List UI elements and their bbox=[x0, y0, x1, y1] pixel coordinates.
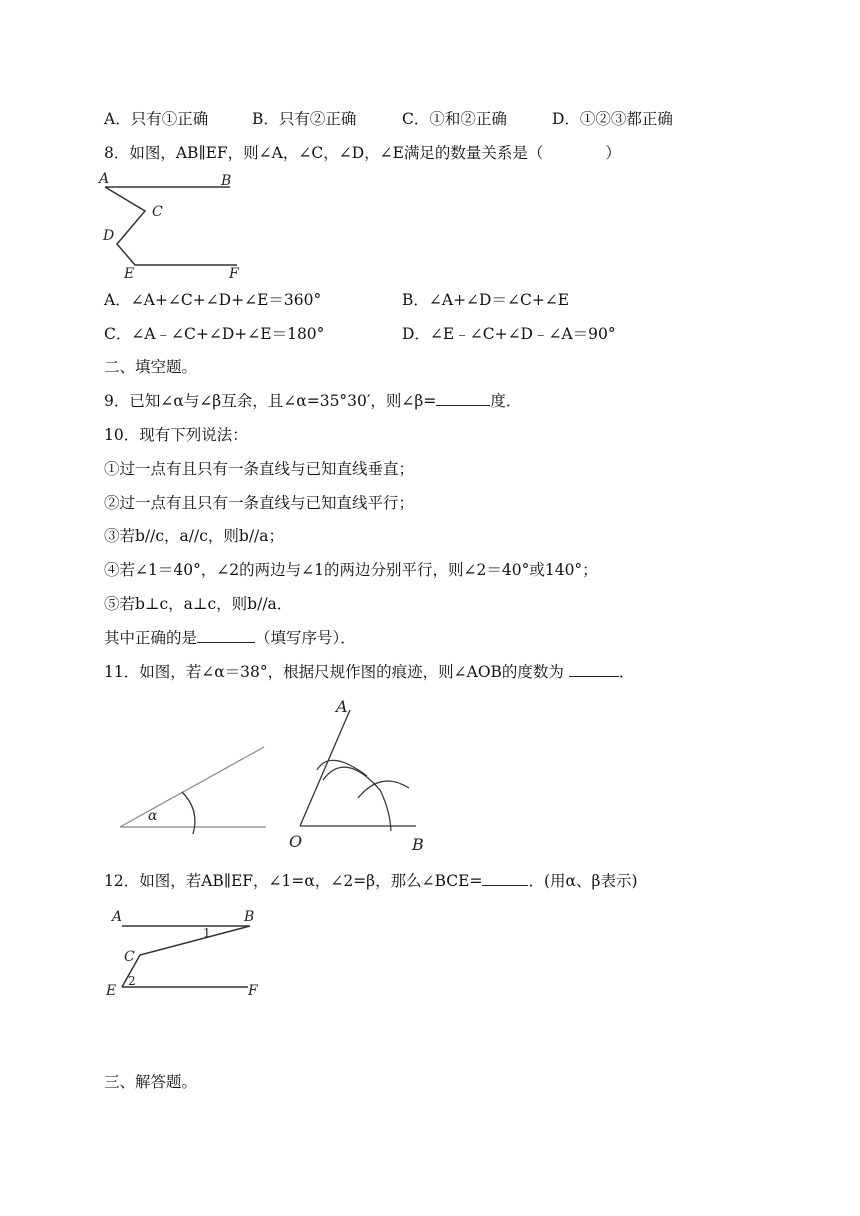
q11-label-alpha: α bbox=[148, 808, 158, 824]
q11-alpha-ray-upper bbox=[120, 747, 264, 827]
section-2-heading: 二、填空题。 bbox=[104, 358, 198, 376]
q12-stem bbox=[104, 870, 638, 892]
q9-suffix: 度． bbox=[490, 392, 522, 410]
q12-label-a: A bbox=[112, 909, 123, 925]
q11-ray-oa bbox=[300, 710, 350, 826]
q10-item-3: ③若b//c，a//c，则b//a； bbox=[104, 527, 285, 545]
q11-suffix: ． bbox=[618, 663, 635, 681]
q11-prefix: 11．如图，若∠α＝38°，根据尺规作图的痕迹，则∠AOB的度数为 bbox=[104, 663, 564, 681]
q11-construction-arc-right bbox=[358, 781, 409, 798]
q8-option-b: B．∠A+∠D＝∠C+∠E bbox=[402, 291, 570, 309]
q8-option-d: D．∠E﹣∠C+∠D﹣∠A＝90° bbox=[402, 325, 616, 343]
q8-label-b: B bbox=[221, 173, 232, 189]
q8-figure bbox=[95, 168, 265, 283]
q10-item-5: ⑤若b⊥c，a⊥c，则b//a． bbox=[104, 595, 293, 613]
q10-item-4: ④若∠1＝40°，∠2的两边与∠1的两边分别平行，则∠2＝40°或140°； bbox=[104, 561, 598, 579]
q7-option-b: B．只有②正确 bbox=[252, 110, 357, 128]
q7-option-a: A．只有①正确 bbox=[104, 110, 209, 128]
q11-alpha-arc bbox=[182, 792, 195, 834]
q10-answer-suffix: （填写序号）． bbox=[255, 629, 356, 647]
q12-label-2: 2 bbox=[128, 974, 136, 988]
q10-answer-prefix: 其中正确的是 bbox=[104, 629, 198, 647]
q12-label-f: F bbox=[248, 983, 258, 999]
q11-figure-aob bbox=[285, 690, 445, 860]
q8-label-a: A bbox=[99, 171, 110, 187]
q12-figure bbox=[100, 905, 270, 1005]
q8-label-e: E bbox=[124, 266, 135, 282]
q12-label-1: 1 bbox=[203, 926, 211, 940]
q9-prefix: 9．已知∠α与∠β互余，且∠α=35°30′，则∠β= bbox=[104, 392, 437, 410]
q12-label-e: E bbox=[106, 983, 117, 999]
q11-label-o: O bbox=[289, 832, 303, 851]
q9-answer-blank[interactable] bbox=[436, 391, 490, 406]
q10-item-1: ①过一点有且只有一条直线与已知直线垂直； bbox=[104, 460, 415, 478]
q9 bbox=[104, 390, 521, 412]
q12-label-c: C bbox=[124, 949, 135, 965]
q12-prefix: 12．如图，若AB∥EF，∠1=α，∠2=β，那么∠BCE= bbox=[104, 872, 483, 890]
q10-answer bbox=[104, 627, 356, 649]
q10-stem: 10．现有下列说法： bbox=[104, 426, 248, 444]
q10-answer-blank[interactable] bbox=[197, 628, 255, 643]
q11-label-a: A bbox=[336, 697, 348, 716]
q8-label-f: F bbox=[229, 266, 239, 282]
q8-label-c: C bbox=[152, 204, 163, 220]
q12-answer-blank[interactable] bbox=[482, 871, 528, 886]
q8-option-a: A．∠A+∠C+∠D+∠E＝360° bbox=[104, 291, 322, 309]
q10-item-2: ②过一点有且只有一条直线与已知直线平行； bbox=[104, 494, 415, 512]
q11-construction-arc-main bbox=[323, 767, 391, 831]
q12-polyline-bce bbox=[122, 926, 250, 987]
q7-option-d: D．①②③都正确 bbox=[552, 110, 673, 128]
q7-option-c: C．①和②正确 bbox=[402, 110, 507, 128]
q12-label-b: B bbox=[244, 909, 255, 925]
q8-stem: 8．如图，AB∥EF，则∠A，∠C，∠D，∠E满足的数量关系是（ ） bbox=[104, 144, 621, 162]
q11-label-b: B bbox=[412, 835, 424, 854]
q11-stem bbox=[104, 661, 634, 683]
q11-figure-alpha bbox=[110, 740, 275, 840]
section-3-heading: 三、解答题。 bbox=[104, 1073, 198, 1091]
q8-label-d: D bbox=[103, 228, 115, 244]
q8-option-c: C．∠A﹣∠C+∠D+∠E＝180° bbox=[104, 325, 325, 343]
q11-answer-blank[interactable] bbox=[569, 662, 619, 677]
q12-suffix: ．(用α、β表示) bbox=[528, 872, 638, 890]
